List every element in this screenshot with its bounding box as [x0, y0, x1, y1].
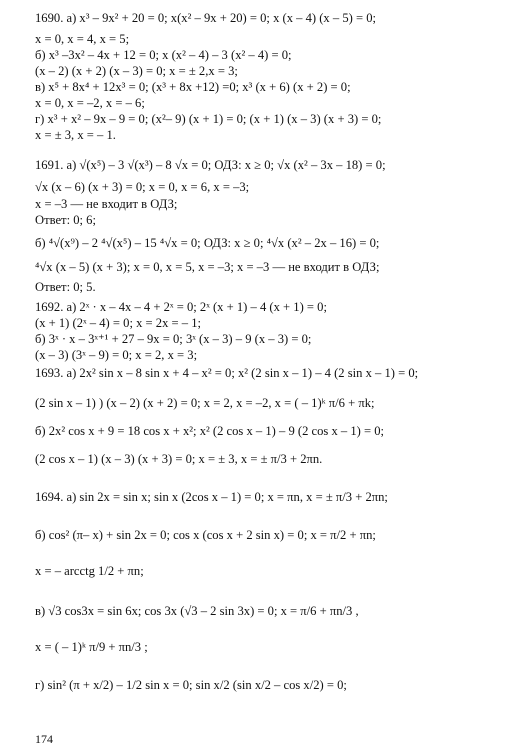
line-1690-g-answer: x = ± 3, x = – 1. [35, 128, 116, 142]
line-1693-b-answer: (2 cos x – 1) (x – 3) (x + 3) = 0; x = ± 3, x = ± π/3 + 2πn. [35, 452, 323, 466]
line-1692-a: 1692. а) 2ˣ · x – 4x – 4 + 2ˣ = 0; 2ˣ (x + 1) – 4 (x + 1) = 0; [35, 300, 327, 314]
line-1693-b: б) 2x² cos x + 9 = 18 cos x + x²; x² (2 cos x – 1) – 9 (2 cos x – 1) = 0; [35, 424, 385, 438]
line-1692-b: б) 3ˣ · x – 3ˣ⁺¹ + 27 – 9x = 0; 3ˣ (x – 3) – 9 (x – 3) = 0; [35, 332, 312, 346]
line-1690-v: в) x⁵ + 8x⁴ + 12x³ = 0; (x³ + 8x +12) =0; x³ (x + 6) (x + 2) = 0; [35, 80, 351, 94]
line-1694-a: 1694. а) sin 2x = sin x; sin x (2cos x – 1) = 0; x = πn, x = ± π/3 + 2πn; [35, 490, 388, 504]
line-1690-b: б) x³ –3x² – 4x + 12 = 0; x (x² – 4) – 3 (x² – 4) = 0; [35, 48, 292, 62]
page-number: 174 [35, 732, 53, 746]
line-1690-g: г) x³ + x² – 9x – 9 = 0; (x²– 9) (x + 1) = 0; (x + 1) (x – 3) (x + 3) = 0; [35, 112, 382, 126]
line-1691-a-answer: Ответ: 0; 6; [35, 213, 96, 227]
line-1691-a-roots: √x (x – 6) (x + 3) = 0; x = 0, x = 6, x = –3; [35, 180, 250, 194]
line-1691-b-answer: Ответ: 0; 5. [35, 280, 96, 294]
line-1694-g: г) sin² (π + x/2) – 1/2 sin x = 0; sin x/2 (sin x/2 – cos x/2) = 0; [35, 678, 347, 692]
line-1690-b-answer: (x – 2) (x + 2) (x – 3) = 0; x = ± 2,x = 3; [35, 64, 238, 78]
line-1691-a-odz-note: x = –3 — не входит в ОДЗ; [35, 197, 178, 211]
line-1691-a: 1691. а) √(x⁵) – 3 √(x³) – 8 √x = 0; ОДЗ: x ≥ 0; √x (x² – 3x – 18) = 0; [35, 158, 386, 172]
line-1691-b: б) ⁴√(x⁹) – 2 ⁴√(x⁵) – 15 ⁴√x = 0; ОДЗ: x ≥ 0; ⁴√x (x² – 2x – 16) = 0; [35, 236, 380, 250]
line-1692-b-answer: (x – 3) (3ˣ – 9) = 0; x = 2, x = 3; [35, 348, 198, 362]
line-1693-a-answer: (2 sin x – 1) ) (x – 2) (x + 2) = 0; x = 2, x = –2, x = ( – 1)ᵏ π/6 + πk; [35, 396, 375, 410]
line-1694-v: в) √3 cos3x = sin 6x; cos 3x (√3 – 2 sin 3x) = 0; x = π/6 + πn/3 , [35, 604, 359, 618]
line-1691-b-roots: ⁴√x (x – 5) (x + 3); x = 0, x = 5, x = –3; x = –3 — не входит в ОДЗ; [35, 260, 380, 274]
line-1694-b-arcctg: x = – arcctg 1/2 + πn; [35, 564, 144, 578]
line-1690-a-answer: x = 0, x = 4, x = 5; [35, 32, 130, 46]
line-1692-a-answer: (x + 1) (2ˣ – 4) = 0; x = 2x = – 1; [35, 316, 202, 330]
line-1690-a: 1690. а) x³ – 9x² + 20 = 0; x(x² – 9x + 20) = 0; x (x – 4) (x – 5) = 0; [35, 11, 377, 25]
line-1693-a: 1693. а) 2x² sin x – 8 sin x + 4 – x² = 0; x² (2 sin x – 1) – 4 (2 sin x – 1) = 0; [35, 366, 419, 380]
line-1694-v-answer: x = ( – 1)ᵏ π/9 + πn/3 ; [35, 640, 148, 654]
line-1694-b: б) cos² (π– x) + sin 2x = 0; cos x (cos x + 2 sin x) = 0; x = π/2 + πn; [35, 528, 376, 542]
line-1690-v-answer: x = 0, x = –2, x = – 6; [35, 96, 145, 110]
